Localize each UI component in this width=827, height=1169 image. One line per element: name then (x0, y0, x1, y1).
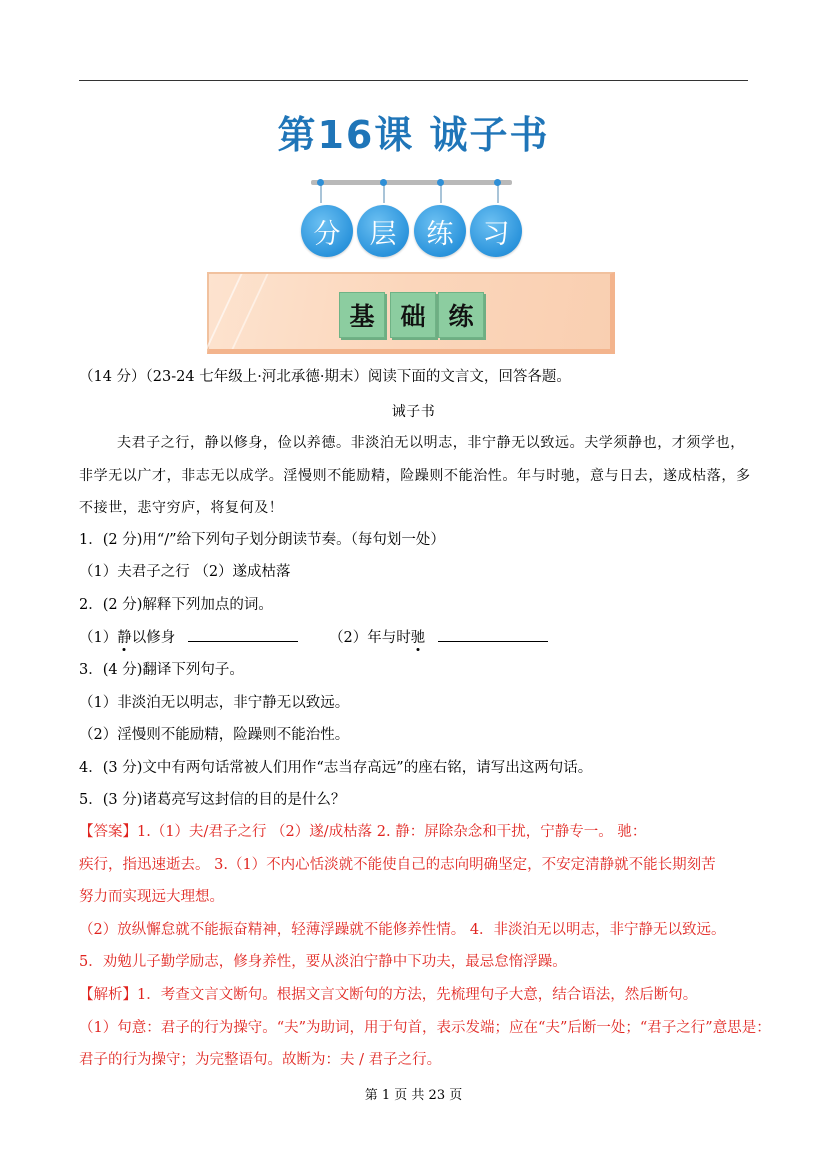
question-3: 3．(4 分)翻译下列句子。 (79, 662, 244, 678)
rail-dot (380, 179, 387, 186)
question-2-items (79, 627, 548, 648)
answer-text: （2）放纵懈怠就不能振奋精神，轻薄浮躁就不能修养性情。 4．非淡泊无以明志，非宁静无以致远。 (79, 922, 726, 938)
section-banner (207, 272, 615, 354)
badge-circle: 层 (357, 205, 409, 257)
question-2: 2．(2 分)解释下列加点的词。 (79, 597, 273, 613)
badge-circle: 习 (470, 205, 522, 257)
q2-item1-prefix: （1） (79, 630, 118, 646)
rail-pin (497, 183, 499, 203)
question-5: 5．(3 分)诸葛亮写这封信的目的是什么？ (79, 792, 346, 808)
section-tile: 练 (438, 292, 484, 338)
badge-circle: 分 (301, 205, 353, 257)
dotted-word: 驰 (410, 630, 426, 646)
page-number: 第 1 页 共 23 页 (364, 1088, 463, 1103)
badge-rail (311, 180, 512, 185)
answer-blank[interactable] (438, 627, 548, 642)
dotted-word: 静 (117, 630, 132, 646)
question-1: 1．(2 分)用“/”给下列句子划分朗读节奏。（每句划一处） (79, 532, 445, 548)
question-4: 4．(3 分)文中有两句话常被人们用作“志当存高远”的座右铭，请写出这两句话。 (79, 760, 593, 776)
rail-pin (440, 183, 442, 203)
question-3-item: （1）非淡泊无以明志，非宁静无以致远。 (79, 695, 350, 711)
poem-line: 不接世，悲守穷庐，将复何及！ (79, 500, 284, 516)
poem-line: 夫君子之行，静以修身，俭以养德。非淡泊无以明志，非宁静无以致远。夫学须静也，才须学也， (117, 435, 745, 451)
poem-line: 非学无以广才，非志无以成学。淫慢则不能励精，险躁则不能治性。年与时驰，意与日去，遂成枯落，多 (79, 468, 751, 484)
analysis-text: 【解析】1．考查文言文断句。根据文言文断句的方法，先梳理句子大意，结合语法，然后断句。 (79, 987, 698, 1003)
rail-dot (317, 179, 324, 186)
page-title: 第16课 诚子书 (277, 113, 550, 157)
analysis-text: 君子的行为操守；为完整语句。故断为：夫 / 君子之行。 (79, 1052, 442, 1068)
analysis-text: （1）句意：君子的行为操守。“夫”为助词，用于句首，表示发端；应在“夫”后断一处；“君子之行”意思是： (79, 1020, 771, 1036)
question-3-item: （2）淫慢则不能励精，险躁则不能治性。 (79, 727, 350, 743)
rail-dot (437, 179, 444, 186)
poem-title: 诫子书 (391, 404, 436, 420)
question-intro: （14 分）（23-24 七年级上·河北承德·期末）阅读下面的文言文，回答各题。 (79, 369, 571, 385)
q2-item1-suffix: 以修身 (131, 630, 176, 646)
badge-circle: 练 (414, 205, 466, 257)
section-tile: 础 (390, 292, 436, 338)
rail-dot (494, 179, 501, 186)
question-1-items: （1）夫君子之行 （2）遂成枯落 (79, 564, 291, 580)
answer-text: 5．劝勉儿子勤学励志，修身养性，要从淡泊宁静中下功夫，最忌怠惰浮躁。 (79, 954, 567, 970)
q2-item2-prefix: （2）年与时 (329, 630, 411, 646)
answer-blank[interactable] (188, 627, 298, 642)
section-tile: 基 (339, 292, 385, 338)
header-rule (79, 80, 748, 81)
answer-text: 【答案】1.（1）夫/君子之行 （2）遂/成枯落 2. 静：屏除杂念和干扰，宁静专一。 驰： (79, 824, 647, 840)
rail-pin (320, 183, 322, 203)
answer-text: 努力而实现远大理想。 (79, 889, 224, 905)
rail-pin (383, 183, 385, 203)
answer-text: 疾行，指迅速逝去。 3.（1）不内心恬淡就不能使自己的志向明确坚定，不安定清静就不能长期刻苦 (79, 857, 716, 873)
